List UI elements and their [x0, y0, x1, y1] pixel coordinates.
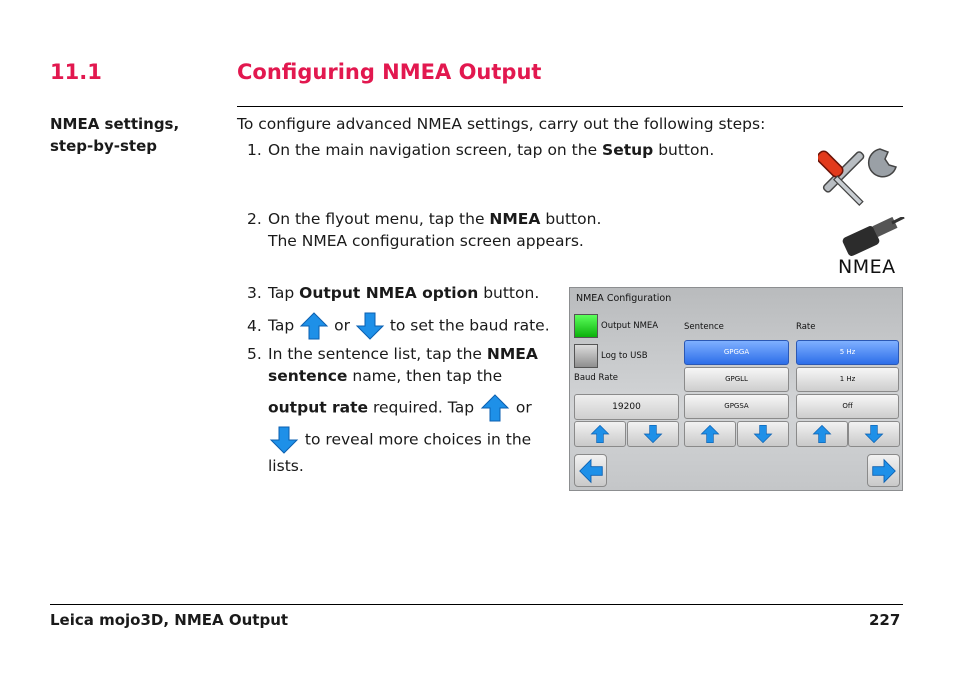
sentence-down-button[interactable]	[737, 421, 789, 447]
rate-label: Rate	[796, 322, 816, 332]
arrow-left-icon	[578, 458, 604, 484]
step-number: 5.	[247, 345, 262, 363]
step-text: or	[510, 398, 532, 417]
step-1	[247, 139, 808, 161]
arrow-down-icon	[863, 424, 885, 444]
step-text: to reveal more choices in the	[300, 430, 532, 449]
step-text: button.	[653, 141, 715, 159]
arrow-up-icon	[589, 424, 611, 444]
footer-title: Leica mojo3D, NMEA Output	[50, 611, 289, 629]
baud-rate-field[interactable]: 19200	[574, 394, 679, 420]
step-bold: sentence	[268, 367, 348, 385]
rate-item[interactable]: Off	[796, 394, 899, 419]
step-text: Tap	[268, 284, 300, 302]
log-to-usb-checkbox[interactable]	[574, 344, 598, 368]
screen-title: NMEA Configuration	[576, 293, 672, 304]
log-to-usb-label: Log to USB	[601, 351, 648, 361]
step-bold: NMEA	[486, 345, 538, 363]
output-nmea-checkbox[interactable]	[574, 314, 598, 338]
side-label-line-2: step-by-step	[50, 137, 157, 155]
usb-plug-icon	[836, 217, 906, 257]
side-label	[50, 113, 220, 157]
step-3	[247, 282, 588, 304]
step-text: On the flyout menu, tap the	[268, 210, 490, 228]
section-number: 11.1	[50, 60, 102, 84]
step-text: name, then tap the	[347, 367, 503, 385]
section-title: Configuring NMEA Output	[237, 60, 542, 84]
step-4	[247, 311, 588, 341]
step-bold: Output NMEA option	[299, 284, 479, 302]
arrow-down-icon	[355, 311, 385, 341]
step-text: to set the baud rate.	[384, 316, 550, 335]
footer-rule	[50, 604, 903, 605]
step-text: button.	[478, 284, 540, 302]
step-text: or	[329, 316, 355, 335]
arrow-up-icon	[699, 424, 721, 444]
step-5	[247, 343, 578, 477]
arrow-down-icon	[268, 425, 300, 455]
rate-down-button[interactable]	[848, 421, 900, 447]
sentence-item[interactable]: GPGSA	[684, 394, 789, 419]
arrow-down-icon	[752, 424, 774, 444]
step-2	[247, 208, 808, 252]
step-text: On the main navigation screen, tap on the	[268, 141, 603, 159]
rate-up-button[interactable]	[796, 421, 848, 447]
step-number: 4.	[247, 317, 262, 335]
step-text: button.	[540, 210, 602, 228]
nmea-icon	[836, 217, 906, 279]
step-text: In the sentence list, tap the	[268, 345, 487, 363]
step-text: Tap	[268, 316, 300, 335]
step-bold: NMEA	[489, 210, 541, 228]
arrow-up-icon	[299, 311, 329, 341]
sentence-item[interactable]: GPGGA	[684, 340, 789, 365]
rate-item[interactable]: 1 Hz	[796, 367, 899, 392]
setup-tools-icon	[818, 143, 906, 213]
baud-up-button[interactable]	[574, 421, 626, 447]
next-button[interactable]	[867, 454, 900, 487]
sentence-up-button[interactable]	[684, 421, 736, 447]
rate-item[interactable]: 5 Hz	[796, 340, 899, 365]
step-2-result: The NMEA configuration screen appears.	[268, 232, 584, 250]
side-label-line-1: NMEA settings,	[50, 115, 180, 133]
sentence-label: Sentence	[684, 322, 724, 332]
step-number: 3.	[247, 284, 262, 302]
baud-rate-label: Baud Rate	[574, 373, 619, 383]
nmea-config-screen	[569, 287, 903, 491]
arrow-down-icon	[642, 424, 664, 444]
page-number: 227	[869, 611, 901, 629]
output-nmea-label: Output NMEA	[601, 321, 659, 331]
baud-down-button[interactable]	[627, 421, 679, 447]
step-number: 1.	[247, 141, 262, 159]
heading-rule	[237, 106, 903, 107]
step-bold: output rate	[268, 398, 369, 417]
intro-text: To configure advanced NMEA settings, carry out the following steps:	[237, 115, 766, 133]
sentence-item[interactable]: GPGLL	[684, 367, 789, 392]
step-text: required. Tap	[368, 398, 479, 417]
arrow-right-icon	[871, 458, 897, 484]
nmea-icon-label: NMEA	[838, 256, 896, 278]
arrow-up-icon	[811, 424, 833, 444]
step-bold: Setup	[602, 141, 654, 159]
step-text: lists.	[268, 457, 304, 475]
back-button[interactable]	[574, 454, 607, 487]
step-number: 2.	[247, 210, 262, 228]
arrow-up-icon	[479, 393, 511, 423]
